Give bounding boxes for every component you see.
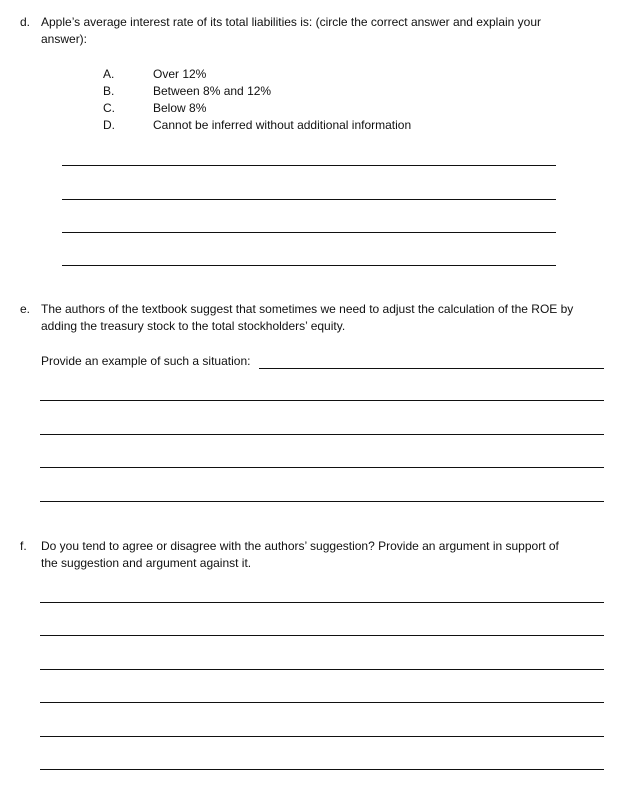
answer-line-d-1[interactable] bbox=[62, 165, 556, 166]
answer-line-f-6[interactable] bbox=[40, 769, 604, 770]
question-d-text-line1: Apple’s average interest rate of its total liabilities is: (circle the correct answer and explain your bbox=[41, 15, 542, 29]
option-d-letter: D. bbox=[103, 118, 115, 132]
answer-line-f-3[interactable] bbox=[40, 669, 604, 670]
answer-line-e-prompt[interactable] bbox=[259, 368, 604, 369]
option-a-letter: A. bbox=[103, 67, 115, 81]
answer-line-e-1[interactable] bbox=[40, 400, 604, 401]
answer-line-f-1[interactable] bbox=[40, 602, 604, 603]
option-c-text: Below 8% bbox=[153, 101, 207, 115]
answer-line-e-2[interactable] bbox=[40, 434, 604, 435]
option-d-text: Cannot be inferred without additional information bbox=[153, 118, 412, 132]
answer-line-f-4[interactable] bbox=[40, 702, 604, 703]
question-d-number: d. bbox=[20, 15, 31, 29]
option-a-text: Over 12% bbox=[153, 67, 207, 81]
answer-line-d-4[interactable] bbox=[62, 265, 556, 266]
question-e-number: e. bbox=[20, 302, 31, 316]
question-f-number: f. bbox=[20, 539, 27, 553]
example-prompt: Provide an example of such a situation: bbox=[41, 354, 251, 368]
answer-line-e-3[interactable] bbox=[40, 467, 604, 468]
answer-line-f-5[interactable] bbox=[40, 736, 604, 737]
option-c-letter: C. bbox=[103, 101, 115, 115]
option-b-text: Between 8% and 12% bbox=[153, 84, 272, 98]
answer-line-e-4[interactable] bbox=[40, 501, 604, 502]
answer-line-f-2[interactable] bbox=[40, 635, 604, 636]
question-f-text-line2: the suggestion and argument against it. bbox=[41, 556, 252, 570]
question-f-text-line1: Do you tend to agree or disagree with the authors’ suggestion? Provide an argument in support of bbox=[41, 539, 559, 553]
question-e-text-line2: adding the treasury stock to the total stockholders’ equity. bbox=[41, 319, 346, 333]
question-d-text-line2: answer): bbox=[41, 32, 88, 46]
option-b-letter: B. bbox=[103, 84, 115, 98]
question-e-text-line1: The authors of the textbook suggest that sometimes we need to adjust the calculation of the ROE by bbox=[41, 302, 574, 316]
answer-line-d-2[interactable] bbox=[62, 199, 556, 200]
answer-line-d-3[interactable] bbox=[62, 232, 556, 233]
